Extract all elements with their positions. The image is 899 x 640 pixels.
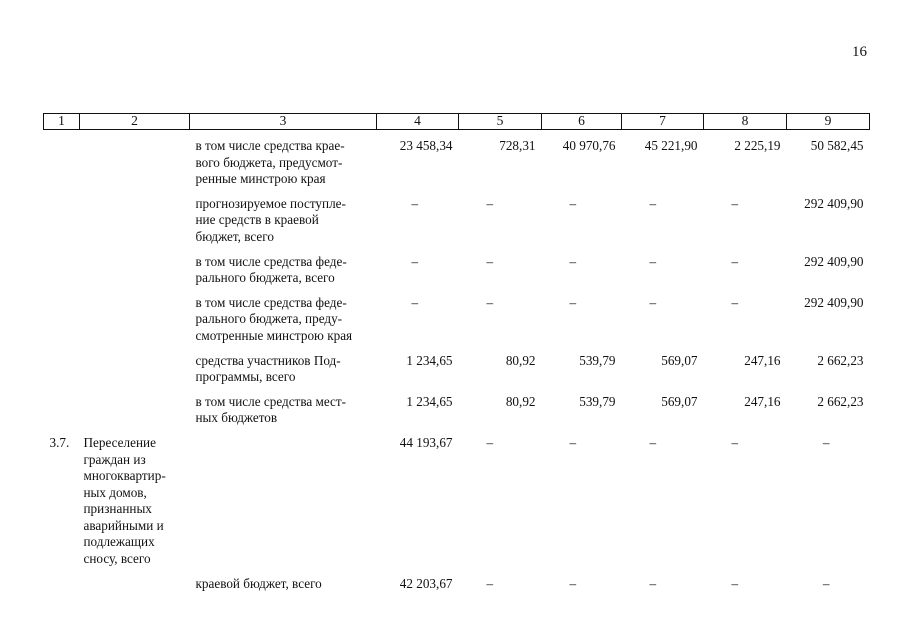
funding-source-cell — [190, 193, 377, 251]
header-cell: 4 — [377, 114, 459, 130]
table-row — [44, 130, 870, 193]
row-number-cell — [44, 391, 80, 432]
amount-cell-col9: 292 409,90 — [804, 253, 864, 269]
item-name-line: подлежащих — [83, 534, 155, 550]
amount-cell-col8: – — [731, 575, 739, 591]
row-number-cell: 3.7. — [49, 434, 70, 450]
table-row — [44, 193, 870, 251]
amount-cell-col6: – — [569, 253, 577, 269]
amount-cell-col5: – — [486, 575, 494, 591]
amount-cell-col5: 728,31 — [499, 138, 536, 153]
amount-cell-col6: – — [569, 294, 577, 310]
row-number-cell — [44, 130, 80, 193]
funding-source-line: программы, всего — [195, 369, 296, 385]
amount-cell-col5: 80,92 — [505, 352, 536, 368]
amount-cell-col8: – — [731, 294, 739, 310]
amount-cell-col9: – — [822, 575, 830, 591]
funding-source-line: рального бюджета, всего — [195, 270, 335, 286]
table-row — [44, 251, 870, 292]
funding-source-line: в том числе средства феде- — [195, 294, 347, 310]
item-name-cell — [80, 251, 190, 292]
amount-cell-col4: – — [411, 195, 419, 211]
row-number-cell — [44, 350, 80, 391]
funding-source-line: вого бюджета, предусмот- — [195, 154, 343, 170]
item-name-cell — [80, 350, 190, 391]
amount-cell-col7: – — [649, 253, 657, 269]
amount-cell-col5: – — [486, 434, 494, 450]
amount-cell-col5: 80,92 — [505, 393, 536, 409]
row-number-cell — [44, 292, 80, 350]
amount-cell-col4: – — [411, 294, 419, 310]
amount-cell-col8: – — [731, 253, 739, 269]
amount-cell-col8: 247,16 — [744, 393, 781, 409]
amount-cell-col8: – — [731, 195, 739, 211]
amount-cell-col9: 50 582,45 — [810, 138, 864, 153]
item-name-line: многоквартир- — [83, 468, 166, 484]
funding-source-line: ренные минстрою края — [195, 171, 326, 187]
funding-source-cell — [190, 432, 377, 573]
header-cell: 3 — [190, 114, 377, 130]
amount-cell-col8: – — [731, 434, 739, 450]
amount-cell-col6: – — [569, 434, 577, 450]
funding-source-cell — [190, 573, 377, 598]
amount-cell-col7: – — [649, 434, 657, 450]
header-cell: 6 — [542, 114, 622, 130]
header-cell: 2 — [80, 114, 190, 130]
item-name-cell — [80, 193, 190, 251]
item-name-line: признанных — [83, 501, 152, 517]
funding-source-line: рального бюджета, преду- — [195, 311, 343, 327]
funding-source-cell — [190, 292, 377, 350]
amount-cell-col7: – — [649, 195, 657, 211]
amount-cell-col7: 569,07 — [661, 393, 698, 409]
page-number: 16 — [852, 44, 867, 60]
amount-cell-col7: 569,07 — [661, 352, 698, 368]
table-row — [44, 292, 870, 350]
row-number-cell — [44, 193, 80, 251]
header-cell: 9 — [787, 114, 870, 130]
item-name-line: сносу, всего — [83, 551, 151, 567]
funding-source-line: бюджет, всего — [195, 228, 274, 244]
amount-cell-col9: – — [822, 434, 830, 450]
amount-cell-col6: 40 970,76 — [562, 138, 616, 153]
header-row — [44, 114, 870, 130]
item-name-cell — [80, 573, 190, 598]
amount-cell-col7: – — [649, 575, 657, 591]
table-row — [44, 432, 870, 573]
item-name-cell — [80, 292, 190, 350]
amount-cell-col4: – — [411, 253, 419, 269]
amount-cell-col5: – — [486, 253, 494, 269]
item-name-line: граждан из — [83, 451, 146, 467]
funding-source-cell — [190, 350, 377, 391]
funding-source-line: средства участников Под- — [195, 352, 341, 368]
funding-source-line: в том числе средства крае- — [195, 138, 345, 153]
table-row — [44, 391, 870, 432]
funding-source-line: прогнозируемое поступле- — [195, 195, 346, 211]
budget-table — [43, 113, 870, 597]
row-number-cell — [44, 251, 80, 292]
amount-cell-col9: 2 662,23 — [817, 393, 864, 409]
amount-cell-col4: 1 234,65 — [406, 393, 453, 409]
funding-source-cell — [190, 391, 377, 432]
item-name-line: аварийными и — [83, 517, 164, 533]
amount-cell-col4: 42 203,67 — [399, 575, 453, 591]
amount-cell-col6: 539,79 — [579, 393, 616, 409]
funding-source-line: ных бюджетов — [195, 410, 278, 426]
amount-cell-col8: 247,16 — [744, 352, 781, 368]
item-name-line: Переселение — [83, 434, 156, 450]
amount-cell-col9: 292 409,90 — [804, 294, 864, 310]
amount-cell-col4: 23 458,34 — [399, 138, 453, 153]
amount-cell-col9: 292 409,90 — [804, 195, 864, 211]
amount-cell-col7: 45 221,90 — [644, 138, 698, 153]
item-name-cell — [80, 432, 190, 573]
amount-cell-col6: – — [569, 195, 577, 211]
header-cell: 1 — [44, 114, 80, 130]
table-body — [44, 130, 870, 598]
funding-source-line: смотренные минстрою края — [195, 327, 353, 343]
header-cell: 5 — [459, 114, 542, 130]
item-name-line: ных домов, — [83, 484, 147, 500]
amount-cell-col5: – — [486, 294, 494, 310]
amount-cell-col9: 2 662,23 — [817, 352, 864, 368]
funding-source-line: краевой бюджет, всего — [195, 575, 322, 591]
funding-source-cell — [190, 251, 377, 292]
item-name-cell — [80, 391, 190, 432]
funding-source-cell — [190, 130, 377, 193]
amount-cell-col4: 1 234,65 — [406, 352, 453, 368]
funding-source-line: ние средств в краевой — [195, 212, 319, 228]
amount-cell-col5: – — [486, 195, 494, 211]
table-row — [44, 573, 870, 598]
amount-cell-col4: 44 193,67 — [399, 434, 453, 450]
amount-cell-col6: – — [569, 575, 577, 591]
amount-cell-col8: 2 225,19 — [734, 138, 781, 153]
row-number-cell — [44, 573, 80, 598]
amount-cell-col7: – — [649, 294, 657, 310]
table-row — [44, 350, 870, 391]
funding-source-line: в том числе средства мест- — [195, 393, 347, 409]
item-name-cell — [80, 130, 190, 193]
header-cell: 8 — [704, 114, 787, 130]
amount-cell-col6: 539,79 — [579, 352, 616, 368]
header-cell: 7 — [622, 114, 704, 130]
funding-source-line: в том числе средства феде- — [195, 253, 347, 269]
